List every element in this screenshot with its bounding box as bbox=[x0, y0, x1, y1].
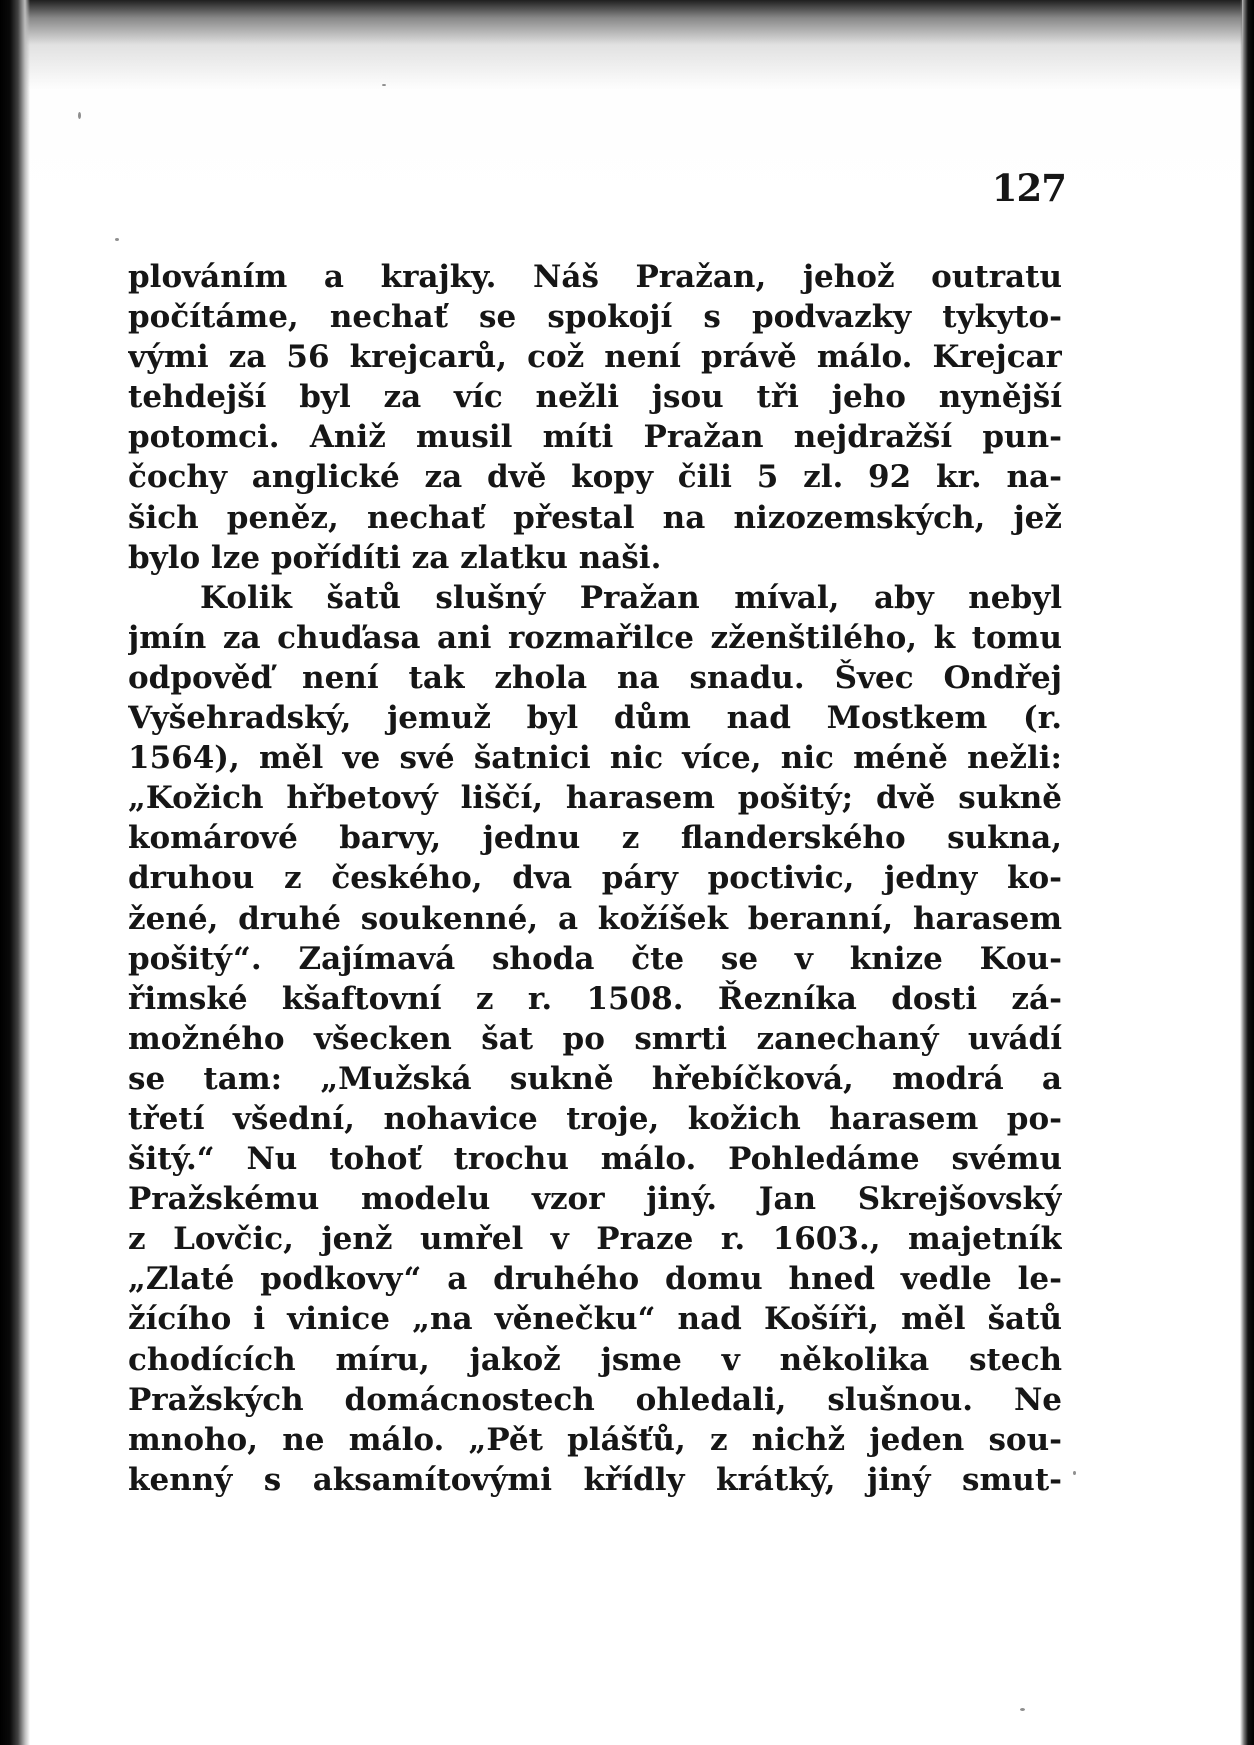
text-line: řimské kšaftovní z r. 1508. Řezníka dosti zá- bbox=[128, 980, 1062, 1017]
paper-speck bbox=[115, 238, 119, 241]
text-line: tehdejší byl za víc nežli jsou tři jeho nynější bbox=[128, 379, 1062, 416]
text-line: odpověď není tak zhola na snadu. Švec Ondřej bbox=[128, 659, 1062, 696]
text-line: vými za 56 krejcarů, což není právě málo. Krejcar bbox=[128, 339, 1062, 376]
text-line: mnoho, ne málo. „Pět plášťů, z nichž jeden sou- bbox=[128, 1421, 1062, 1458]
text-line: Pražskému modelu vzor jiný. Jan Skrejšovský bbox=[128, 1181, 1062, 1218]
scan-left-border bbox=[0, 0, 30, 1745]
scan-top-shadow bbox=[20, 0, 1242, 90]
body-text bbox=[128, 257, 1062, 1500]
text-line: šitý.“ Nu tohoť trochu málo. Pohledáme svému bbox=[128, 1141, 1062, 1178]
text-line: komárové barvy, jednu z flanderského sukna, bbox=[128, 820, 1062, 857]
text-line: kenný s aksamítovými křídly krátký, jiný smut- bbox=[128, 1461, 1062, 1498]
text-line: druhou z českého, dva páry poctivic, jedny ko- bbox=[128, 860, 1062, 897]
text-line: počítáme, nechať se spokojí s podvazky tykyto- bbox=[128, 299, 1062, 336]
paper-speck bbox=[1073, 1471, 1076, 1475]
text-line: „Zlaté podkovy“ a druhého domu hned vedle le- bbox=[128, 1261, 1062, 1298]
paragraph-end-line: bylo lze pořídíti za zlatku naši. bbox=[128, 539, 662, 576]
text-line: možného všecken šat po smrti zanechaný uvádí bbox=[128, 1020, 1062, 1057]
text-line: čochy anglické za dvě kopy čili 5 zl. 92 kr. na- bbox=[128, 459, 1062, 496]
text-line: žícího i vinice „na věnečku“ nad Košíři, měl šatů bbox=[128, 1301, 1062, 1338]
text-line: pošitý“. Zajímavá shoda čte se v knize Kou- bbox=[128, 940, 1062, 977]
text-line: plováním a krajky. Náš Pražan, jehož outratu bbox=[128, 259, 1062, 295]
text-line: jmín za chuďasa ani rozmařilce zženštilého, k tomu bbox=[128, 619, 1062, 656]
text-line: žené, druhé soukenné, a kožíšek beranní, harasem bbox=[128, 900, 1062, 937]
page-number: 127 bbox=[991, 166, 1066, 210]
text-line: potomci. Aniž musil míti Pražan nejdražší pun- bbox=[128, 419, 1062, 456]
text-line: se tam: „Mužská sukně hřebíčková, modrá a bbox=[128, 1060, 1062, 1097]
paper-speck bbox=[1020, 1708, 1025, 1711]
text-line: Vyšehradský, jemuž byl dům nad Mostkem (r. bbox=[128, 700, 1062, 737]
text-line: 1564), měl ve své šatnici nic více, nic méně nežli: bbox=[128, 740, 1062, 777]
scan-right-border bbox=[1240, 0, 1254, 1745]
text-line: Pražských domácnostech ohledali, slušnou. Ne bbox=[128, 1381, 1062, 1418]
text-line: „Kožich hřbetový liščí, harasem pošitý; dvě sukně bbox=[128, 780, 1062, 817]
text-line: chodících míru, jakož jsme v několika stech bbox=[128, 1341, 1062, 1378]
text-line: z Lovčic, jenž umřel v Praze r. 1603., majetník bbox=[128, 1221, 1062, 1258]
paragraph-start-line: Kolik šatů slušný Pražan míval, aby nebyl bbox=[200, 579, 1062, 616]
paper-speck bbox=[382, 84, 386, 86]
text-line: třetí všední, nohavice troje, kožich harasem po- bbox=[128, 1100, 1062, 1137]
text-line: šich peněz, nechať přestal na nizozemských, jež bbox=[128, 499, 1062, 536]
paper-speck bbox=[78, 112, 81, 119]
